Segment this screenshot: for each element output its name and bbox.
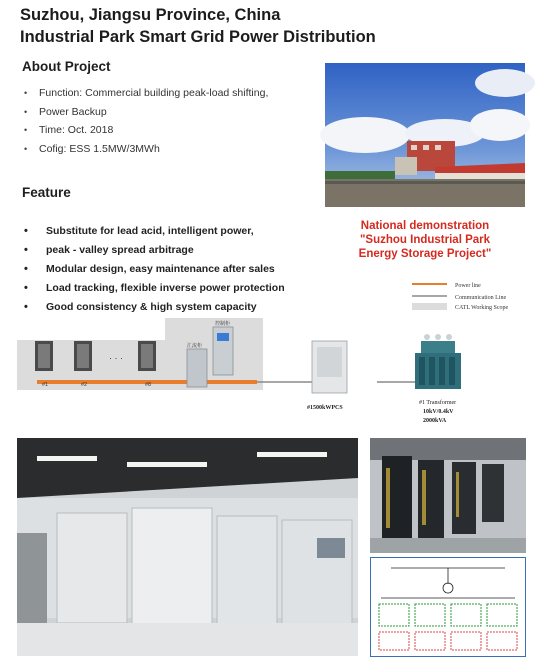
feature-item: • Modular design, easy maintenance after sales [24,260,285,279]
feature-item: • Good consistency & high system capacity [24,298,285,317]
demo-line-1: National demonstration [360,220,490,232]
about-heading: About Project [22,59,111,74]
building-photo [325,63,525,207]
transformer-label-3: 2000kVA [423,418,447,424]
about-item: • Function: Commercial building peak-load shifting, [24,84,268,103]
transformer [415,334,461,389]
page-title [20,4,400,48]
rack-label: #8 [145,382,152,388]
rack-label: #2 [81,382,88,388]
feature-item: • Substitute for lead acid, intelligent power, [24,222,285,241]
demo-line-3: Energy Storage Project" [358,248,492,260]
about-item: • Time: Oct. 2018 [24,121,268,140]
equipment-room-photo [17,438,358,656]
battery-racks-photo [370,438,526,553]
title-line-2: Industrial Park Smart Grid Power Distribution [20,28,376,46]
electrical-schematic-image [370,557,526,657]
rack-label: #1 [42,382,49,388]
ellipsis-label: · · · [109,353,123,363]
legend-scope-swatch [412,303,447,310]
feature-item: • Load tracking, flexible inverse power protection [24,279,285,298]
pcs-label: #1500kWPCS [307,405,343,411]
title-line-1: Suzhou, Jiangsu Province, China [20,6,281,24]
national-demonstration-note [340,219,510,261]
feature-list [24,222,285,317]
battery-rack [74,341,92,371]
feature-heading: Feature [22,185,71,200]
legend-scope-label: CATL Working Scope [455,305,509,311]
demo-line-2: "Suzhou Industrial Park [359,234,491,246]
legend-power-label: Power line [455,283,481,289]
combiner-cabinet [187,349,207,387]
legend-comm-label: Communication Line [455,295,507,301]
combiner-label: 汇流柜 [187,343,203,349]
transformer-label-1: #1 Transformer [419,400,457,406]
control-label: 控制柜 [215,321,231,327]
about-item: • Power Backup [24,103,268,122]
battery-rack [35,341,53,371]
transformer-label-2: 10kV/0.4kV [423,409,454,415]
about-list [24,84,268,158]
battery-rack [138,341,156,371]
feature-item: • peak - valley spread arbitrage [24,241,285,260]
about-item: • Cofig: ESS 1.5MW/3MWh [24,140,268,159]
